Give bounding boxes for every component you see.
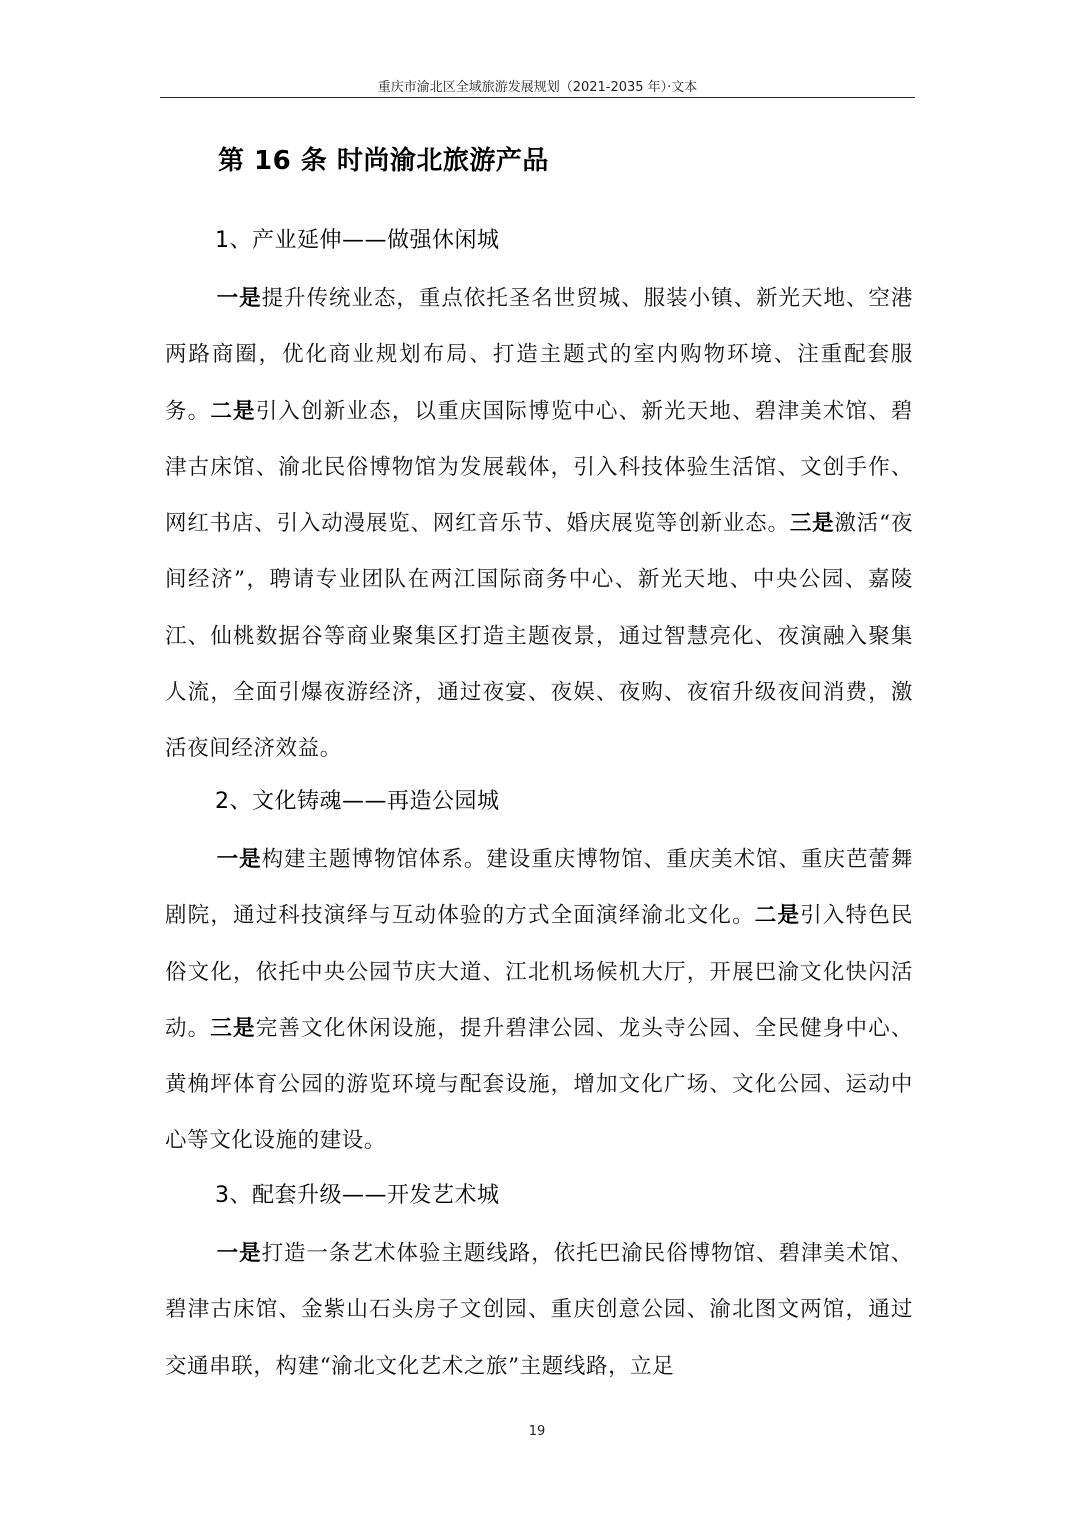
section-heading: 2、文化铸魂——再造公园城 bbox=[215, 789, 500, 814]
paragraph-text: 打造一条艺术体验主题线路，依托巴渝民俗博物馆、碧津美术馆、碧津古床馆、金紫山石头房子文创园、重庆创意公园、渝北图文两馆，通过交通串联，构建“渝北文化艺术之旅”主题线路，立足 bbox=[165, 1241, 914, 1379]
section-culture bbox=[165, 772, 913, 1170]
header-rule bbox=[160, 97, 915, 98]
paragraph-text: 引入特色民俗文化，依托中央公园节庆大道、江北机场候机大厅，开展巴渝文化快闪活动。 bbox=[165, 903, 913, 1041]
section-art-city bbox=[165, 1166, 913, 1395]
lead-phrase: 一是 bbox=[216, 286, 262, 311]
paragraph-text: 引入创新业态，以重庆国际博览中心、新光天地、碧津美术馆、碧津古床馆、渝北民俗博物馆为发展载体，引入科技体验生活馆、文创手作、网红书店、引入动漫展览、网红音乐节、婚庆展览等创新业态。 bbox=[165, 398, 914, 537]
body-paragraph bbox=[165, 271, 913, 778]
page-number: 19 bbox=[528, 1424, 546, 1439]
paragraph-text: 激活“夜间经济”，聘请专业团队在两江国际商务中心、新光天地、中央公园、嘉陵江、仙桃数据谷等商业聚集区打造主题夜景，通过智慧亮化、夜演融入聚集人流，全面引爆夜游经济，通过夜宴、夜娱、夜购、夜宿升级夜间消费，激活夜间经济效益。 bbox=[165, 511, 913, 762]
article-title: 第 16 条 时尚渝北旅游产品 bbox=[218, 146, 549, 176]
lead-phrase: 一是 bbox=[216, 1241, 262, 1266]
lead-phrase: 一是 bbox=[216, 847, 262, 872]
lead-phrase: 二是 bbox=[210, 398, 256, 424]
paragraph-text: 完善文化休闲设施，提升碧津公园、龙头寺公园、全民健身中心、黄桷坪体育公园的游览环境与配套设施，增加文化广场、文化公园、运动中心等文化设施的建设。 bbox=[165, 1015, 914, 1154]
running-header: 重庆市渝北区全域旅游发展规划（2021-2035 年）·文本 bbox=[377, 80, 698, 95]
paragraph-text: 提升传统业态，重点依托圣名世贸城、服装小镇、新光天地、空港两路商圈，优化商业规划布局、打造主题式的室内购物环境、注重配套服务。 bbox=[165, 286, 914, 424]
lead-phrase: 二是 bbox=[754, 903, 801, 929]
section-heading: 1、产业延伸——做强休闲城 bbox=[215, 228, 500, 253]
body-paragraph bbox=[165, 1226, 913, 1395]
paragraph-text: 构建主题博物馆体系。建设重庆博物馆、重庆美术馆、重庆芭蕾舞剧院，通过科技演绎与互动体验的方式全面演绎渝北文化。 bbox=[165, 847, 914, 929]
lead-phrase: 三是 bbox=[210, 1015, 256, 1041]
section-heading: 3、配套升级——开发艺术城 bbox=[215, 1183, 500, 1208]
lead-phrase: 三是 bbox=[789, 511, 835, 537]
body-paragraph bbox=[165, 832, 913, 1170]
section-industry-extension bbox=[165, 211, 913, 778]
